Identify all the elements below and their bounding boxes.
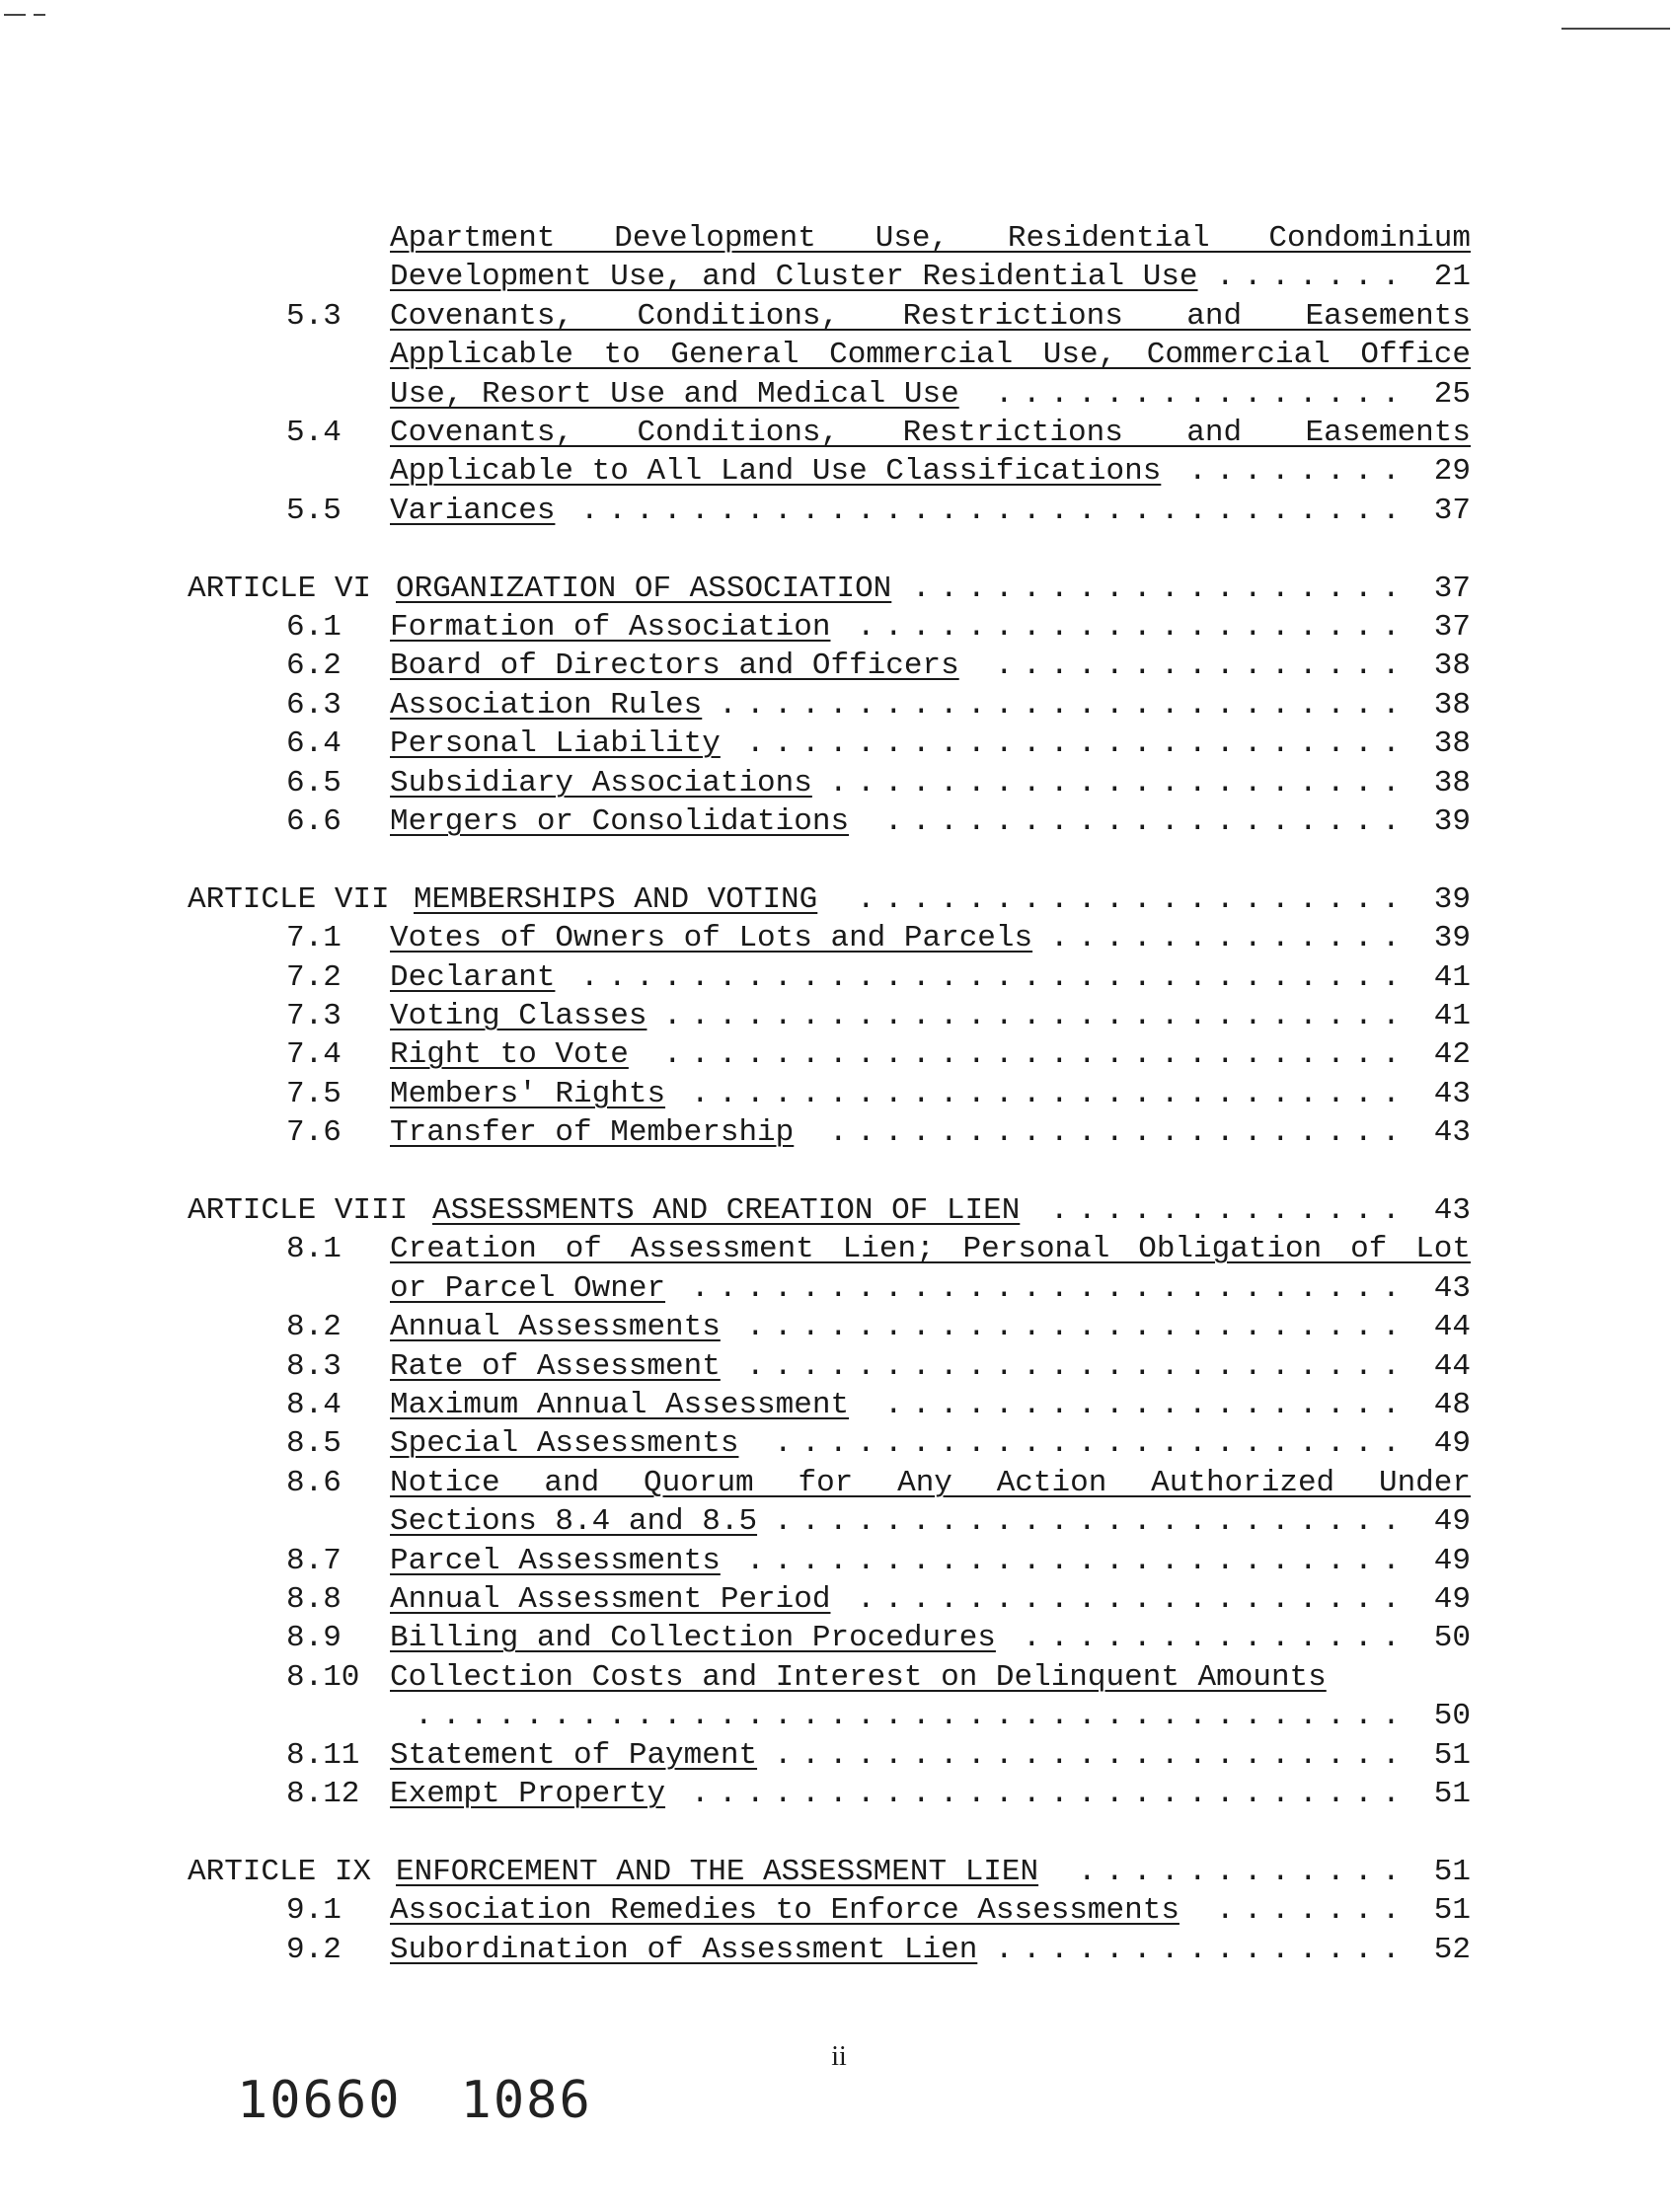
toc-title: Variances <box>390 494 556 528</box>
toc-title: Annual Assessment Period <box>390 1582 831 1617</box>
toc-title: Association Rules <box>390 688 703 723</box>
toc-dot-leader: ........................... <box>663 1037 1410 1072</box>
toc-row <box>0 1269 1674 1309</box>
toc-section-number: 7.1 <box>286 921 342 955</box>
toc-dot-leader: ....... <box>1216 260 1410 294</box>
toc-page-number: 37 <box>1433 494 1471 528</box>
toc-page-number: 41 <box>1433 999 1471 1033</box>
toc-page-number: 49 <box>1433 1582 1471 1617</box>
toc-section-number: 8.4 <box>286 1388 342 1422</box>
toc-row <box>0 802 1674 842</box>
toc-title: Notice and Quorum for Any Action Authorized Under <box>390 1466 1471 1500</box>
toc-page-number: 48 <box>1433 1388 1471 1422</box>
toc-row <box>0 608 1674 648</box>
toc-section-number: 6.3 <box>286 688 342 723</box>
toc-dot-leader: ..................... <box>829 1115 1410 1150</box>
toc-row <box>0 297 1674 337</box>
toc-title: Formation of Association <box>390 610 831 645</box>
toc-dot-leader: ..................... <box>829 766 1410 801</box>
toc-title: Development Use, and Cluster Residential Use <box>390 260 1198 294</box>
toc-page-number: 43 <box>1433 1271 1471 1306</box>
toc-dot-leader: .................... <box>857 1582 1410 1617</box>
toc-dot-leader: .............. <box>1023 1621 1410 1655</box>
toc-page-number: 44 <box>1433 1310 1471 1344</box>
toc-article-label: ARTICLE VIII <box>188 1193 409 1228</box>
toc-title: Applicable to All Land Use Classifications <box>390 454 1162 489</box>
scan-mark-top-right <box>1561 28 1670 30</box>
toc-section-number: 7.3 <box>286 999 342 1033</box>
toc-row <box>0 1580 1674 1620</box>
toc-page-number: 43 <box>1433 1077 1471 1111</box>
toc-page-number: 51 <box>1433 1777 1471 1811</box>
toc-row <box>0 1891 1674 1931</box>
toc-dot-leader: ......................... <box>719 688 1410 723</box>
toc-page-number: 44 <box>1433 1349 1471 1384</box>
toc-page-number: 38 <box>1433 648 1471 683</box>
toc-section-number: 7.2 <box>286 960 342 995</box>
toc-dot-leader: ........................... <box>663 999 1410 1033</box>
toc-dot-leader: .............................. <box>580 494 1410 528</box>
toc-section-number: 8.2 <box>286 1310 342 1344</box>
toc-title: Billing and Collection Procedures <box>390 1621 996 1655</box>
toc-title: Collection Costs and Interest on Delinquent Amounts <box>390 1660 1327 1695</box>
toc-row <box>0 1308 1674 1347</box>
toc-section-number: 6.1 <box>286 610 342 645</box>
toc-row <box>0 919 1674 958</box>
toc-title: Right to Vote <box>390 1037 629 1072</box>
toc-row <box>0 997 1674 1036</box>
toc-page-number: 37 <box>1433 572 1471 606</box>
toc-dot-leader: ........................ <box>746 1310 1410 1344</box>
toc-title: Maximum Annual Assessment <box>390 1388 850 1422</box>
toc-article-label: ARTICLE IX <box>188 1855 372 1889</box>
toc-title: Statement of Payment <box>390 1738 758 1773</box>
stamp-page-number: 1086 <box>460 2071 592 2130</box>
toc-dot-leader: .......................... <box>691 1777 1410 1811</box>
toc-title: or Parcel Owner <box>390 1271 666 1306</box>
toc-title: Voting Classes <box>390 999 647 1033</box>
toc-section-number: 8.9 <box>286 1621 342 1655</box>
toc-row <box>0 1113 1674 1153</box>
toc-page-number: 29 <box>1433 454 1471 489</box>
toc-section-number: 6.4 <box>286 726 342 761</box>
scan-mark-top-left <box>4 14 26 16</box>
toc-title: Personal Liability <box>390 726 721 761</box>
toc-title: ENFORCEMENT AND THE ASSESSMENT LIEN <box>396 1855 1039 1889</box>
toc-section-number: 8.5 <box>286 1426 342 1461</box>
toc-row <box>0 336 1674 375</box>
toc-dot-leader: ....... <box>1216 1893 1410 1928</box>
toc-page-number: 39 <box>1433 921 1471 955</box>
toc-row <box>0 1697 1674 1736</box>
toc-dot-leader: ................... <box>884 1388 1410 1422</box>
toc-title: Covenants, Conditions, Restrictions and Easements <box>390 416 1471 450</box>
toc-page-number: 38 <box>1433 726 1471 761</box>
toc-page-number: 21 <box>1433 260 1471 294</box>
toc-row <box>0 1230 1674 1269</box>
toc-dot-leader: ........................ <box>746 1349 1410 1384</box>
toc-row <box>0 219 1674 259</box>
toc-title: Rate of Assessment <box>390 1349 721 1384</box>
toc-row <box>0 1075 1674 1114</box>
toc-dot-leader: ........................ <box>746 726 1410 761</box>
toc-dot-leader: .......................... <box>691 1077 1410 1111</box>
stamp-book-number: 10660 <box>237 2071 402 2130</box>
toc-title: Annual Assessments <box>390 1310 721 1344</box>
toc-row <box>0 958 1674 998</box>
toc-dot-leader: .................... <box>857 610 1410 645</box>
toc-section-number: 7.5 <box>286 1077 342 1111</box>
toc-title: Applicable to General Commercial Use, Commercial Office <box>390 338 1471 372</box>
toc-section-number: 8.7 <box>286 1544 342 1578</box>
toc-section-number: 9.2 <box>286 1933 342 1967</box>
toc-title: Board of Directors and Officers <box>390 648 959 683</box>
toc-page-number: 39 <box>1433 804 1471 839</box>
toc-title: Special Assessments <box>390 1426 739 1461</box>
toc-dot-leader: .................. <box>912 572 1410 606</box>
toc-row <box>0 452 1674 492</box>
toc-row <box>0 258 1674 297</box>
toc-title: Use, Resort Use and Medical Use <box>390 377 959 412</box>
toc-page-number: 38 <box>1433 766 1471 801</box>
toc-title: Mergers or Consolidations <box>390 804 850 839</box>
toc-article-label: ARTICLE VI <box>188 572 372 606</box>
toc-section-number: 7.4 <box>286 1037 342 1072</box>
toc-row <box>0 1386 1674 1425</box>
toc-dot-leader: .......................... <box>691 1271 1410 1306</box>
toc-page-number: 43 <box>1433 1115 1471 1150</box>
toc-title: MEMBERSHIPS AND VOTING <box>414 882 818 917</box>
toc-dot-leader: .................................... <box>415 1699 1410 1733</box>
toc-section-number: 7.6 <box>286 1115 342 1150</box>
toc-title: Exempt Property <box>390 1777 666 1811</box>
toc-page-number: 51 <box>1433 1893 1471 1928</box>
toc-page-number: 37 <box>1433 610 1471 645</box>
toc-title: Association Remedies to Enforce Assessments <box>390 1893 1179 1928</box>
toc-section-number: 5.3 <box>286 299 342 334</box>
toc-title: Sections 8.4 and 8.5 <box>390 1504 758 1539</box>
toc-title: Covenants, Conditions, Restrictions and Easements <box>390 299 1471 334</box>
toc-row <box>0 1502 1674 1542</box>
toc-title: Apartment Development Use, Residential Condominium <box>390 221 1471 256</box>
toc-section-number: 8.12 <box>286 1777 360 1811</box>
toc-section-number: 8.10 <box>286 1660 360 1695</box>
toc-section-number: 8.11 <box>286 1738 360 1773</box>
toc-page-number: 39 <box>1433 882 1471 917</box>
toc-page-number: 49 <box>1433 1426 1471 1461</box>
toc-row <box>0 1424 1674 1464</box>
scan-mark-top-left-2 <box>34 14 45 16</box>
toc-dot-leader: ................... <box>884 804 1410 839</box>
toc-title: Declarant <box>390 960 556 995</box>
toc-row <box>0 764 1674 803</box>
toc-row <box>0 1775 1674 1814</box>
toc-row <box>0 1658 1674 1698</box>
toc-dot-leader: ............ <box>1078 1855 1410 1889</box>
toc-dot-leader: ............... <box>995 648 1410 683</box>
toc-section-number: 8.3 <box>286 1349 342 1384</box>
toc-page-number: 42 <box>1433 1037 1471 1072</box>
page-number: ii <box>831 2041 847 2072</box>
toc-dot-leader: ....................... <box>774 1738 1410 1773</box>
toc-row <box>0 1035 1674 1075</box>
toc-dot-leader: ........ <box>1188 454 1410 489</box>
toc-row <box>0 1464 1674 1503</box>
toc-title: Creation of Assessment Lien; Personal Obligation of Lot <box>390 1232 1471 1266</box>
toc-page-number: 41 <box>1433 960 1471 995</box>
toc-row <box>0 1931 1674 1970</box>
toc-article-row <box>0 880 1674 920</box>
toc-dot-leader: ........................ <box>746 1544 1410 1578</box>
toc-section-number: 8.8 <box>286 1582 342 1617</box>
toc-row <box>0 725 1674 764</box>
toc-page-number: 43 <box>1433 1193 1471 1228</box>
toc-dot-leader: .................... <box>857 882 1410 917</box>
toc-row <box>0 647 1674 686</box>
toc-page-number: 50 <box>1433 1621 1471 1655</box>
toc-section-number: 8.1 <box>286 1232 342 1266</box>
toc-article-label: ARTICLE VII <box>188 882 390 917</box>
toc-dot-leader: ....................... <box>774 1504 1410 1539</box>
toc-section-number: 9.1 <box>286 1893 342 1928</box>
toc-title: Subordination of Assessment Lien <box>390 1933 978 1967</box>
toc-row <box>0 414 1674 453</box>
toc-title: Parcel Assessments <box>390 1544 721 1578</box>
toc-title: Subsidiary Associations <box>390 766 812 801</box>
toc-row <box>0 375 1674 415</box>
toc-dot-leader: ............. <box>1050 1193 1410 1228</box>
toc-article-row <box>0 1853 1674 1892</box>
toc-row <box>0 686 1674 725</box>
toc-title: ORGANIZATION OF ASSOCIATION <box>396 572 892 606</box>
toc-section-number: 6.6 <box>286 804 342 839</box>
toc-article-row <box>0 570 1674 609</box>
toc-page-number: 49 <box>1433 1504 1471 1539</box>
toc-dot-leader: ....................... <box>774 1426 1410 1461</box>
toc-section-number: 5.4 <box>286 416 342 450</box>
toc-row <box>0 1542 1674 1581</box>
toc-section-number: 6.2 <box>286 648 342 683</box>
toc-section-number: 8.6 <box>286 1466 342 1500</box>
toc-title: Transfer of Membership <box>390 1115 795 1150</box>
toc-section-number: 6.5 <box>286 766 342 801</box>
toc-page-number: 25 <box>1433 377 1471 412</box>
toc-dot-leader: ............. <box>1050 921 1410 955</box>
toc-title: Votes of Owners of Lots and Parcels <box>390 921 1033 955</box>
toc-page-number: 51 <box>1433 1738 1471 1773</box>
toc-article-row <box>0 1191 1674 1231</box>
toc-dot-leader: ............... <box>995 377 1410 412</box>
toc-dot-leader: .............................. <box>580 960 1410 995</box>
toc-page-number: 52 <box>1433 1933 1471 1967</box>
toc-page-number: 38 <box>1433 688 1471 723</box>
toc-page-number: 49 <box>1433 1544 1471 1578</box>
toc-page-number: 51 <box>1433 1855 1471 1889</box>
toc-row <box>0 1619 1674 1658</box>
toc-row <box>0 1736 1674 1776</box>
recording-stamp <box>237 2071 651 2130</box>
toc-section-number: 5.5 <box>286 494 342 528</box>
toc-row <box>0 492 1674 531</box>
toc-dot-leader: ............... <box>995 1933 1410 1967</box>
toc-page-number: 50 <box>1433 1699 1471 1733</box>
toc-title: ASSESSMENTS AND CREATION OF LIEN <box>432 1193 1021 1228</box>
toc-title: Members' Rights <box>390 1077 666 1111</box>
toc-row <box>0 1347 1674 1387</box>
